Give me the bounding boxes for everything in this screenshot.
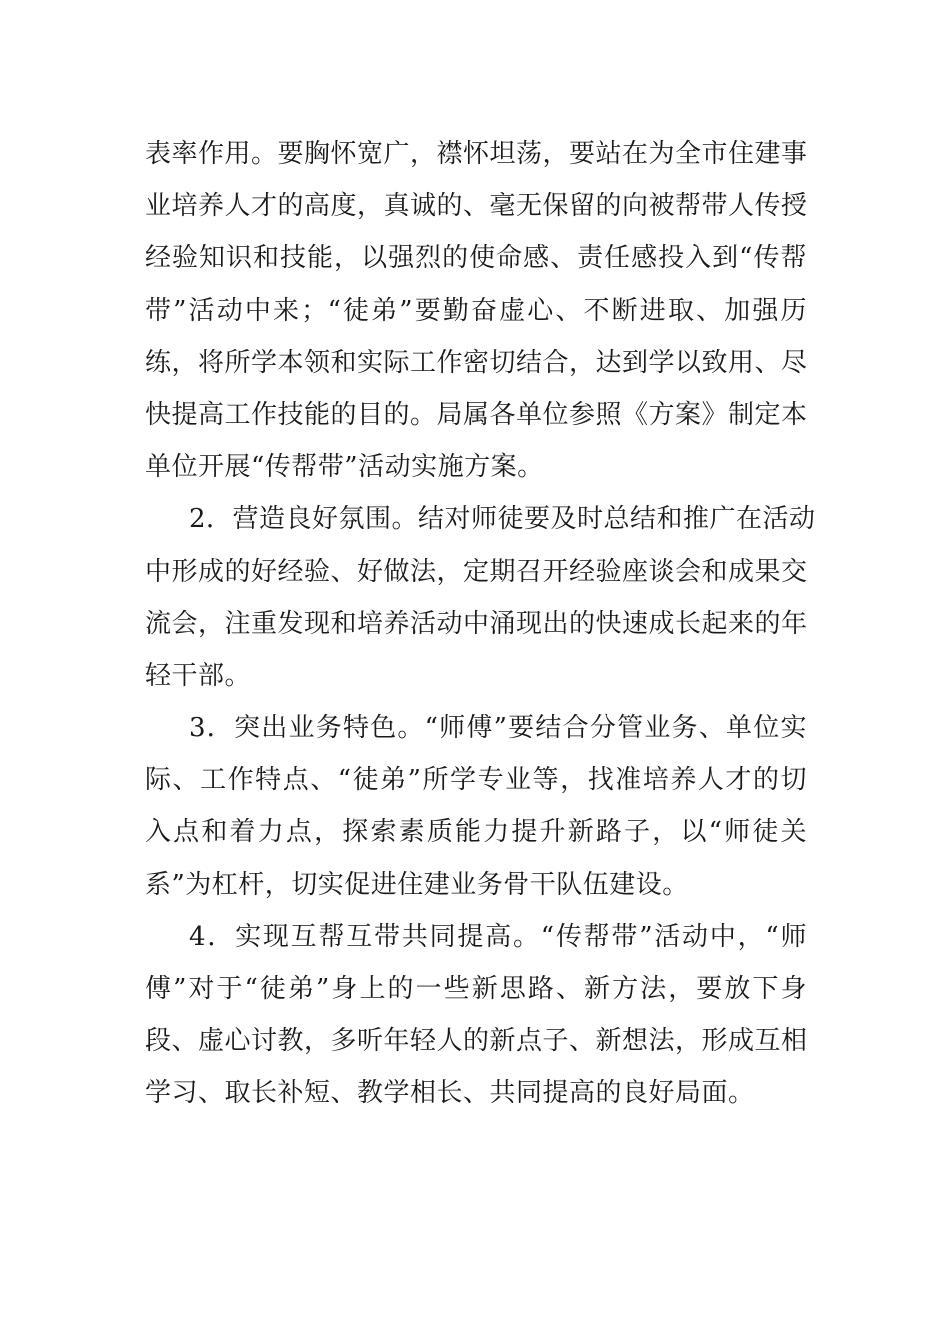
paragraph-4-heading-line: 4．实现互帮互带共同提高。“传帮带”活动中，“师 — [189, 921, 807, 952]
text-line: 入点和着力点，探索素质能力提升新路子，以“师徒关 — [145, 817, 807, 848]
text-line: 系”为杠杆，切实促进住建业务骨干队伍建设。 — [145, 869, 689, 900]
text-line: 带”活动中来；“徒弟”要勤奋虚心、不断进取、加强历 — [145, 295, 807, 326]
text-line: 业培养人才的高度，真诚的、毫无保留的向被帮带人传授 — [145, 191, 808, 222]
paragraph-2-heading-line: 2．营造良好氛围。结对师徒要及时总结和推广在活动 — [189, 504, 816, 535]
text-line: 快提高工作技能的目的。局属各单位参照《方案》制定本 — [145, 399, 808, 430]
text-line: 练，将所学本领和实际工作密切结合，达到学以致用、尽 — [145, 347, 808, 378]
text-line: 傅”对于“徒弟”身上的一些新思路、新方法，要放下身 — [145, 974, 807, 1004]
text-line: 流会，注重发现和培养活动中涌现出的快速成长起来的年 — [145, 608, 808, 639]
text-line: 际、工作特点、“徒弟”所学专业等，找准培养人才的切 — [145, 765, 807, 796]
text-line: 单位开展“传帮带”活动实施方案。 — [145, 452, 544, 483]
text-line: 段、虚心讨教，多听年轻人的新点子、新想法，形成互相 — [145, 1026, 808, 1057]
document-body — [145, 128, 816, 1120]
text-line: 表率作用。要胸怀宽广，襟怀坦荡，要站在为全市住建事 — [145, 139, 808, 169]
text-line: 中形成的好经验、好做法，定期召开经验座谈会和成果交 — [145, 556, 808, 587]
paragraph-3-heading-line: 3．突出业务特色。“师傅”要结合分管业务、单位实 — [189, 713, 807, 744]
text-line: 学习、取长补短、教学相长、共同提高的良好局面。 — [145, 1078, 755, 1109]
text-line: 经验知识和技能，以强烈的使命感、责任感投入到“传帮 — [145, 243, 807, 274]
text-line: 轻干部。 — [145, 660, 252, 691]
